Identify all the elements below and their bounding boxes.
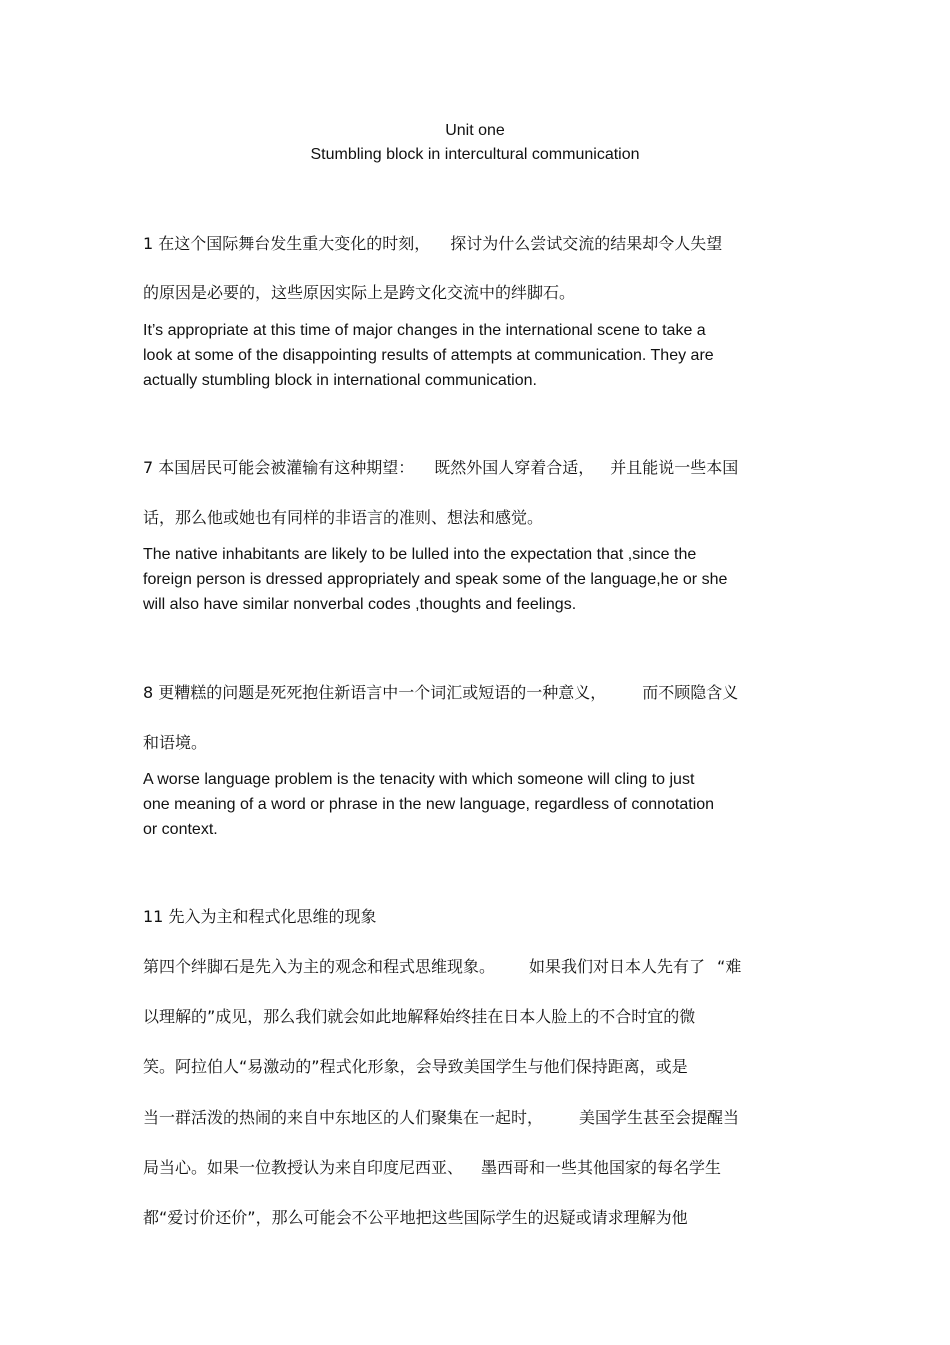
section-7-zh-line-2 [143, 508, 813, 528]
section-11-zh-line-5 [143, 1158, 813, 1178]
section-8-zh-line-1 [143, 683, 813, 703]
section-11-zh-line-4 [143, 1108, 813, 1128]
section-1-en-paragraph [143, 318, 813, 393]
zh-segment: 并且能说一些本国 [610, 458, 739, 477]
section-8-zh-line-2 [143, 733, 813, 753]
zh-segment: 探讨为什么尝试交流的结果却令人失望 [450, 234, 723, 253]
zh-heading: 11 先入为主和程式化思维的现象 [143, 907, 377, 926]
zh-segment: 墨西哥和一些其他国家的每名学生 [481, 1158, 722, 1177]
section-8-en-paragraph [143, 767, 813, 842]
section-11-zh-line-3 [143, 1057, 813, 1077]
section-1-zh-line-1 [143, 234, 813, 254]
zh-segment: 以理解的”成见，那么我们就会如此地解释始终挂在日本人脸上的不合时宜的微 [143, 1007, 696, 1026]
zh-segment: 7 本国居民可能会被灌输有这种期望： [143, 458, 415, 477]
zh-segment: 1 在这个国际舞台发生重大变化的时刻， [143, 234, 431, 253]
en-line: one meaning of a word or phrase in the new language, regardless of connotation [143, 796, 715, 813]
section-11-zh-line-2 [143, 1007, 813, 1027]
en-line: The native inhabitants are likely to be lulled into the expectation that ,since the [143, 546, 697, 563]
section-11-zh-line-6 [143, 1208, 813, 1228]
zh-segment: 第四个绊脚石是先入为主的观念和程式思维现象。 [143, 957, 496, 976]
section-1-zh-line-2 [143, 283, 813, 303]
unit-subtitle: Stumbling block in intercultural communication [310, 146, 640, 163]
zh-segment: 当一群活泼的热闹的来自中东地区的人们聚集在一起时， [143, 1108, 544, 1127]
zh-segment: 都“爱讨价还价”，那么可能会不公平地把这些国际学生的迟疑或请求理解为他 [143, 1208, 688, 1227]
zh-segment: 笑。阿拉伯人“易激动的”程式化形象，会导致美国学生与他们保持距离，或是 [143, 1057, 688, 1076]
document-title [0, 119, 950, 167]
en-line: or context. [143, 821, 218, 838]
en-line: look at some of the disappointing results of attempts at communication. They are [143, 347, 714, 364]
en-line: will also have similar nonverbal codes ,thoughts and feelings. [143, 596, 577, 613]
zh-segment: 既然外国人穿着合适， [434, 458, 595, 477]
section-7-zh-line-1 [143, 458, 813, 478]
zh-segment: 话，那么他或她也有同样的非语言的准则、想法和感觉。 [143, 508, 544, 527]
zh-segment: 如果我们对日本人先有了 [529, 957, 706, 976]
en-line: A worse language problem is the tenacity with which someone will cling to just [143, 771, 695, 788]
unit-title: Unit one [445, 122, 505, 139]
section-7-en-paragraph [143, 542, 813, 617]
section-11-zh-line-1 [143, 957, 813, 977]
zh-segment: 而不顾隐含义 [642, 683, 739, 702]
zh-segment: 8 更糟糕的问题是死死抱住新语言中一个词汇或短语的一种意义， [143, 683, 607, 702]
en-line: It’s appropriate at this time of major changes in the international scene to take a [143, 322, 706, 339]
en-line: actually stumbling block in international communication. [143, 372, 537, 389]
zh-segment: “难 [717, 957, 742, 976]
section-11-heading [143, 907, 813, 927]
en-line: foreign person is dressed appropriately and speak some of the language,he or she [143, 571, 728, 588]
zh-segment: 和语境。 [143, 733, 208, 752]
zh-segment: 的原因是必要的，这些原因实际上是跨文化交流中的绊脚石。 [143, 283, 576, 302]
zh-segment: 美国学生甚至会提醒当 [579, 1108, 740, 1127]
zh-segment: 局当心。如果一位教授认为来自印度尼西亚、 [143, 1158, 464, 1177]
